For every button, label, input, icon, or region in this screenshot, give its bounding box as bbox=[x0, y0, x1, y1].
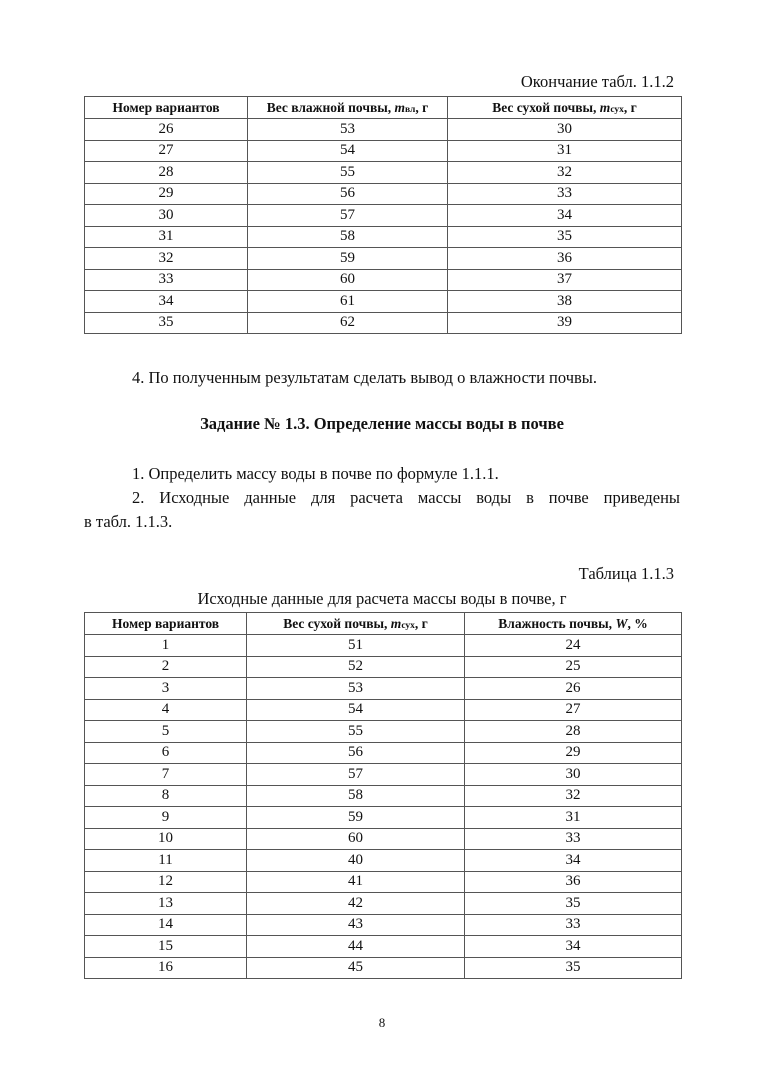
table-cell: 12 bbox=[85, 871, 247, 893]
table-cell: 33 bbox=[465, 828, 682, 850]
table-title: Исходные данные для расчета массы воды в почве, г bbox=[197, 589, 567, 608]
table-cell: 59 bbox=[248, 248, 448, 270]
step-4-text: 4. По полученным результатам сделать вывод о влажности почвы. bbox=[132, 368, 598, 387]
table-row bbox=[85, 635, 682, 657]
table-row bbox=[85, 764, 682, 786]
table-cell: 7 bbox=[85, 764, 247, 786]
table-cell: 57 bbox=[247, 764, 465, 786]
table-cell: 25 bbox=[465, 656, 682, 678]
table-cell: 34 bbox=[465, 936, 682, 958]
table-cell: 29 bbox=[465, 742, 682, 764]
task-step-2-line-2: в табл. 1.1.3. bbox=[84, 512, 173, 531]
header-variant-number: Номер вариантов bbox=[85, 97, 248, 119]
header-unit: , г bbox=[623, 99, 637, 115]
table-cell: 31 bbox=[448, 140, 682, 162]
table-cell: 3 bbox=[85, 678, 247, 700]
header-text: Вес сухой почвы, bbox=[492, 99, 600, 115]
variable-subscript: сух bbox=[610, 104, 624, 115]
table-row bbox=[85, 678, 682, 700]
table-cell: 11 bbox=[85, 850, 247, 872]
table-cell: 4 bbox=[85, 699, 247, 721]
table-cell: 33 bbox=[465, 914, 682, 936]
table-cell: 56 bbox=[248, 183, 448, 205]
table-row bbox=[85, 226, 682, 248]
header-text: Влажность почвы, bbox=[498, 615, 616, 631]
table-cell: 26 bbox=[85, 119, 248, 141]
table-cell: 26 bbox=[465, 678, 682, 700]
table-cell: 5 bbox=[85, 721, 247, 743]
table-cell: 34 bbox=[85, 291, 248, 313]
table-row bbox=[85, 162, 682, 184]
variable-symbol bbox=[391, 616, 415, 631]
variable-subscript: сух bbox=[401, 620, 415, 631]
table-row bbox=[85, 742, 682, 764]
table-cell: 41 bbox=[247, 871, 465, 893]
table-1-1-3 bbox=[84, 612, 682, 979]
table-row bbox=[85, 936, 682, 958]
variable-letter: m bbox=[390, 615, 402, 631]
table-cell: 61 bbox=[248, 291, 448, 313]
table-cell: 60 bbox=[247, 828, 465, 850]
table-cell: 32 bbox=[465, 785, 682, 807]
table-cell: 45 bbox=[247, 957, 465, 979]
table-cell: 36 bbox=[465, 871, 682, 893]
table-cell: 9 bbox=[85, 807, 247, 829]
table-row bbox=[85, 119, 682, 141]
table-row bbox=[85, 871, 682, 893]
table-cell: 54 bbox=[247, 699, 465, 721]
table-row bbox=[85, 248, 682, 270]
variable-letter: m bbox=[599, 99, 611, 115]
table-row bbox=[85, 140, 682, 162]
table-cell: 43 bbox=[247, 914, 465, 936]
table-cell: 30 bbox=[465, 764, 682, 786]
table-1-1-2-continuation bbox=[84, 96, 682, 334]
table-cell: 39 bbox=[448, 312, 682, 334]
table-row bbox=[85, 656, 682, 678]
table-cell: 37 bbox=[448, 269, 682, 291]
table-cell: 14 bbox=[85, 914, 247, 936]
table-row bbox=[85, 699, 682, 721]
table-row bbox=[85, 205, 682, 227]
table-cell: 58 bbox=[247, 785, 465, 807]
table-cell: 32 bbox=[85, 248, 248, 270]
table-row bbox=[85, 914, 682, 936]
variable-symbol bbox=[600, 100, 624, 115]
table-cell: 34 bbox=[465, 850, 682, 872]
table-cell: 33 bbox=[448, 183, 682, 205]
table-cell: 32 bbox=[448, 162, 682, 184]
table-cell: 57 bbox=[248, 205, 448, 227]
table-cell: 31 bbox=[465, 807, 682, 829]
header-text: Вес влажной почвы, bbox=[266, 99, 395, 115]
table-row bbox=[85, 291, 682, 313]
table-row bbox=[85, 893, 682, 915]
table-continuation-caption: Окончание табл. 1.1.2 bbox=[520, 72, 674, 91]
table-cell: 16 bbox=[85, 957, 247, 979]
header-soil-moisture bbox=[465, 613, 682, 635]
table-cell: 55 bbox=[247, 721, 465, 743]
header-unit: , г bbox=[415, 99, 429, 115]
header-variant-number: Номер вариантов bbox=[85, 613, 247, 635]
header-text: Вес сухой почвы, bbox=[283, 615, 391, 631]
table-header-row bbox=[85, 97, 682, 119]
variable-letter: W bbox=[615, 615, 628, 631]
table-cell: 53 bbox=[247, 678, 465, 700]
table-cell: 24 bbox=[465, 635, 682, 657]
table-row bbox=[85, 269, 682, 291]
table-row bbox=[85, 785, 682, 807]
table-cell: 30 bbox=[448, 119, 682, 141]
table-cell: 35 bbox=[85, 312, 248, 334]
table-cell: 31 bbox=[85, 226, 248, 248]
table-row bbox=[85, 183, 682, 205]
table-cell: 35 bbox=[448, 226, 682, 248]
table-body bbox=[85, 119, 682, 334]
table-header-row bbox=[85, 613, 682, 635]
table-cell: 33 bbox=[85, 269, 248, 291]
table-cell: 15 bbox=[85, 936, 247, 958]
header-dry-soil-weight bbox=[448, 97, 682, 119]
table-number-caption: Таблица 1.1.3 bbox=[578, 564, 674, 583]
table-row bbox=[85, 828, 682, 850]
table-cell: 51 bbox=[247, 635, 465, 657]
table-cell: 29 bbox=[85, 183, 248, 205]
table-cell: 6 bbox=[85, 742, 247, 764]
table-cell: 52 bbox=[247, 656, 465, 678]
table-cell: 58 bbox=[248, 226, 448, 248]
table-cell: 55 bbox=[248, 162, 448, 184]
table-body bbox=[85, 635, 682, 979]
task-step-1: 1. Определить массу воды в почве по формуле 1.1.1. bbox=[132, 464, 499, 483]
table-cell: 53 bbox=[248, 119, 448, 141]
table-cell: 38 bbox=[448, 291, 682, 313]
table-row bbox=[85, 312, 682, 334]
table-cell: 28 bbox=[465, 721, 682, 743]
variable-letter: m bbox=[394, 99, 406, 115]
header-dry-soil-weight bbox=[247, 613, 465, 635]
table-cell: 60 bbox=[248, 269, 448, 291]
table-cell: 28 bbox=[85, 162, 248, 184]
table-cell: 54 bbox=[248, 140, 448, 162]
table-cell: 35 bbox=[465, 893, 682, 915]
table-cell: 8 bbox=[85, 785, 247, 807]
table-row bbox=[85, 807, 682, 829]
table-cell: 40 bbox=[247, 850, 465, 872]
table-cell: 30 bbox=[85, 205, 248, 227]
table-cell: 35 bbox=[465, 957, 682, 979]
table-cell: 42 bbox=[247, 893, 465, 915]
header-unit: , % bbox=[627, 615, 648, 631]
table-row bbox=[85, 721, 682, 743]
table-cell: 62 bbox=[248, 312, 448, 334]
table-cell: 59 bbox=[247, 807, 465, 829]
task-heading: Задание № 1.3. Определение массы воды в почве bbox=[200, 414, 564, 433]
table-cell: 56 bbox=[247, 742, 465, 764]
table-cell: 34 bbox=[448, 205, 682, 227]
table-cell: 36 bbox=[448, 248, 682, 270]
table-cell: 1 bbox=[85, 635, 247, 657]
table-cell: 27 bbox=[465, 699, 682, 721]
table-row bbox=[85, 850, 682, 872]
header-wet-soil-weight bbox=[248, 97, 448, 119]
variable-subscript: вл bbox=[405, 104, 416, 115]
task-step-2-line-1: 2. Исходные данные для расчета массы воды в почве приведены bbox=[132, 488, 680, 507]
table-cell: 27 bbox=[85, 140, 248, 162]
variable-symbol bbox=[395, 100, 416, 115]
table-cell: 2 bbox=[85, 656, 247, 678]
table-cell: 10 bbox=[85, 828, 247, 850]
table-cell: 44 bbox=[247, 936, 465, 958]
table-cell: 13 bbox=[85, 893, 247, 915]
page-number: 8 bbox=[378, 1015, 386, 1030]
table-row bbox=[85, 957, 682, 979]
header-unit: , г bbox=[414, 615, 428, 631]
